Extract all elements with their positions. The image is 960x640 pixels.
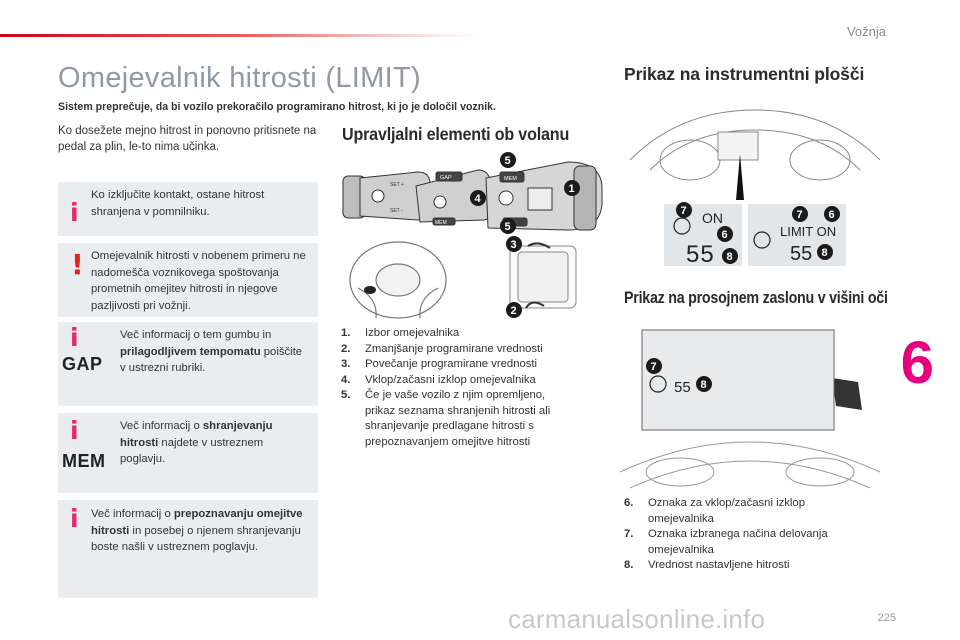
badge-8 — [722, 248, 738, 264]
cluster-heading: Prikaz na instrumentni plošči — [624, 64, 865, 84]
list-item: 6. Oznaka za vklop/začasni izklop omejevalnika — [624, 497, 805, 525]
badge-6 — [824, 206, 840, 222]
svg-text:6: 6 — [828, 209, 835, 221]
hud-screen — [642, 330, 834, 430]
dashboard-outline — [630, 110, 880, 180]
warning-note — [58, 243, 318, 317]
hud-projector — [832, 378, 862, 410]
info-note-text: Ko izključite kontakt, ostane hitrost shranjena v pomnilniku. — [91, 189, 265, 218]
list-item: 4. Vklop/začasni izklop omejevalnika — [341, 373, 536, 386]
svg-text:SET -: SET - — [390, 208, 403, 214]
controls-list — [341, 326, 601, 450]
list-item: 5. Če je vaše vozilo z njim opremljeno, prikaz seznama shranjenih hitrosti ali shranjevanje predlagane hitrosti s prepoznavanjem omejitve hitrosti — [341, 389, 551, 448]
badge-3 — [506, 236, 522, 252]
svg-text:55: 55 — [790, 243, 813, 265]
info-note-memory — [58, 182, 318, 236]
svg-text:7: 7 — [796, 209, 803, 221]
badge-6 — [717, 226, 733, 242]
info-note-text: Več informacij o shranjevanju hitrosti najdete v ustreznem poglavju. — [120, 420, 273, 465]
svg-text:MEM: MEM — [435, 220, 447, 226]
svg-text:7: 7 — [680, 205, 687, 217]
page-title: Omejevalnik hitrosti (LIMIT) — [58, 62, 421, 94]
badge-7 — [646, 358, 662, 374]
svg-text:ON: ON — [702, 210, 723, 226]
pointer-arrow — [736, 154, 744, 200]
svg-text:7: 7 — [650, 361, 657, 373]
svg-text:8: 8 — [726, 251, 733, 263]
info-icon: i — [70, 416, 79, 445]
svg-text:8: 8 — [700, 379, 707, 391]
svg-text:MEM: MEM — [504, 176, 517, 182]
svg-text:GAP: GAP — [440, 175, 452, 181]
page-subtitle: Sistem preprečuje, da bi vozilo prekoračilo programirano hitrost, ki jo je določil voznik. — [58, 101, 496, 113]
info-note-text: Več informacij o prepoznavanju omejitve hitrosti in posebej o njenem shranjevanju boste našli v ustreznem poglavju. — [91, 508, 303, 553]
svg-text:3: 3 — [510, 239, 517, 251]
badge-7 — [676, 202, 692, 218]
svg-text:8: 8 — [821, 247, 828, 259]
cluster-display-left — [664, 202, 742, 268]
pedal-illustration — [510, 243, 576, 308]
cluster-display-right — [748, 204, 846, 266]
info-icon: i — [70, 198, 79, 227]
badge-7 — [792, 206, 808, 222]
dashboard-outline — [620, 442, 880, 488]
intro-text: Ko dosežete mejno hitrost in ponovno pritisnete na pedal za plin, le-to nima učinka. — [58, 125, 317, 153]
badge-4 — [470, 190, 486, 206]
hud-heading: Prikaz na prosojnem zaslonu v višini oči — [624, 288, 888, 307]
display-legend-list — [624, 496, 854, 574]
steering-wheel — [350, 242, 446, 318]
svg-text:55: 55 — [686, 241, 715, 268]
info-icon: i — [70, 504, 79, 533]
svg-text:2: 2 — [510, 305, 517, 317]
list-item: 3. Povečanje programirane vrednosti — [341, 358, 538, 370]
badge-8 — [696, 376, 712, 392]
svg-text:6: 6 — [721, 229, 728, 241]
info-note-recognition — [58, 500, 318, 598]
info-note-text: Več informacij o tem gumbu in prilagodljivem tempomatu poiščite v ustrezni rubriki. — [120, 329, 303, 374]
section-label: Vožnja — [846, 24, 886, 39]
svg-text:4: 4 — [474, 193, 481, 205]
list-item: 1. Izbor omejevalnika — [341, 327, 460, 339]
badge-5-top — [500, 152, 516, 168]
svg-text:5: 5 — [504, 221, 511, 233]
warning-note-text: Omejevalnik hitrosti v nobenem primeru ne nadomešča voznikovega spoštovanja prometnih omejitev hitrosti in njegove pazljivosti pri vožnji. — [91, 250, 306, 312]
svg-text:55: 55 — [674, 379, 691, 396]
list-item: 8. Vrednost nastavljene hitrosti — [624, 559, 790, 571]
gap-label-icon: GAP — [62, 354, 103, 374]
warning-icon: ! — [71, 248, 84, 281]
svg-text:LIMIT ON: LIMIT ON — [780, 224, 837, 239]
info-note-mem — [58, 413, 318, 493]
instrument-cluster-illustration — [620, 100, 890, 270]
info-icon: i — [70, 323, 79, 352]
chapter-number: 6 — [900, 329, 934, 396]
mem-label-icon: MEM — [62, 451, 106, 471]
head-up-display-illustration — [620, 322, 890, 492]
list-item: 2. Zmanjšanje programirane vrednosti — [341, 342, 543, 355]
badge-2 — [506, 302, 522, 318]
watermark: carmanualsonline.info — [508, 604, 766, 634]
controls-heading: Upravljalni elementi ob volanu — [342, 124, 570, 144]
badge-1 — [564, 180, 580, 196]
steering-controls-illustration — [338, 148, 608, 323]
page-number: 225 — [877, 612, 896, 624]
badge-5-bottom — [500, 218, 516, 234]
svg-text:SET +: SET + — [390, 182, 404, 188]
header-accent-bar — [0, 34, 480, 37]
svg-text:1: 1 — [568, 183, 575, 195]
badge-8 — [817, 244, 833, 260]
list-item: 7. Oznaka izbranega načina delovanja omejevalnika — [624, 528, 828, 556]
info-note-gap — [58, 322, 318, 406]
svg-text:5: 5 — [504, 155, 511, 167]
